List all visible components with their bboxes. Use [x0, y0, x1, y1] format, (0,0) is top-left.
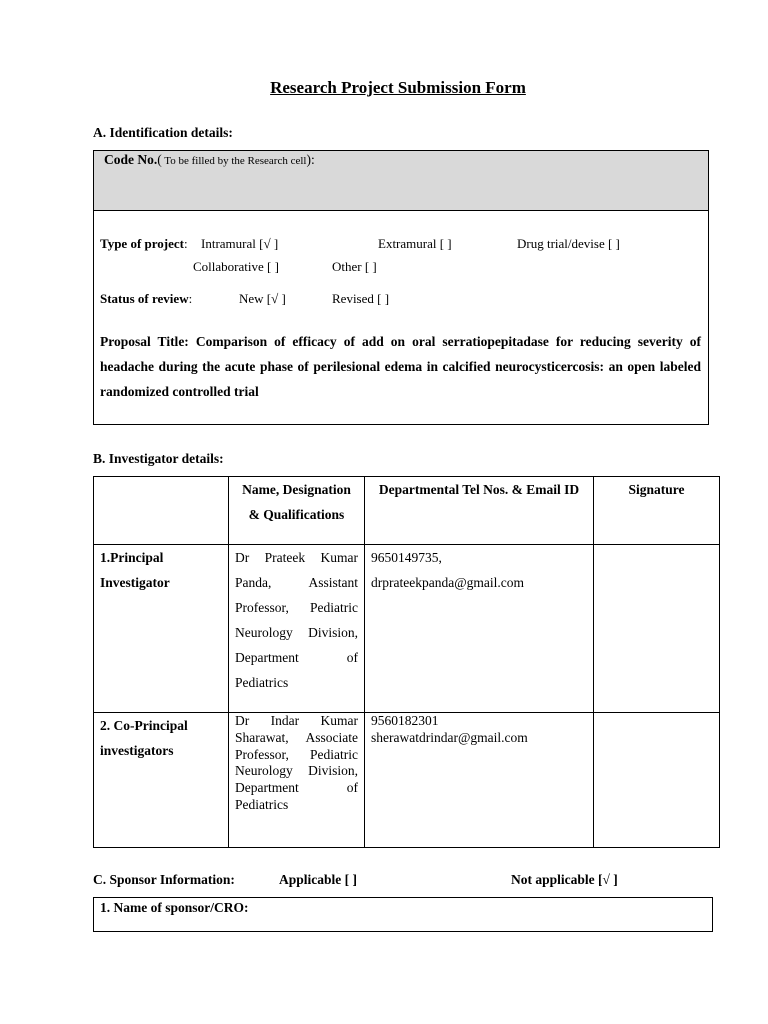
section-c-heading: C. Sponsor Information: — [93, 872, 235, 887]
row-role: 1.Principal Investigator — [94, 545, 229, 713]
row-contact — [365, 545, 594, 713]
extramural-option: Extramural [ ] — [378, 236, 452, 251]
type-of-project-colon: : — [184, 236, 188, 251]
sponsor-name-label: 1. Name of sponsor/CRO: — [100, 900, 249, 915]
code-note: To be filled by the Research cell — [161, 155, 307, 167]
table-row — [94, 545, 720, 713]
new-option: New [√ ] — [239, 291, 286, 306]
other-option: Other [ ] — [332, 259, 377, 274]
row-email: drprateekpanda@gmail.com — [371, 575, 524, 590]
sponsor-not-applicable: Not applicable [√ ] — [511, 872, 618, 887]
drug-trial-option: Drug trial/devise [ ] — [517, 236, 620, 251]
status-of-review-text: Status of review — [100, 291, 189, 306]
collaborative-option: Collaborative [ ] — [193, 259, 279, 274]
row-phone: 9560182301 — [371, 713, 439, 728]
proposal-title: Proposal Title: Comparison of efficacy of add on oral serratiopepitadase for reducing severity of headache during the acute phase of perilesional edema in calcified neurocysticercosis: an open labeled randomized controlled trial — [100, 334, 701, 399]
row-name: Dr Prateek Kumar Panda, Assistant Professor, Pediatric Neurology Division, Department of Pediatrics — [229, 545, 365, 713]
sponsor-applicable: Applicable [ ] — [279, 872, 358, 887]
row-email: sherawatdrindar@gmail.com — [371, 729, 528, 745]
row-contact — [365, 713, 594, 848]
header-tel-email: Departmental Tel Nos. & Email ID — [365, 477, 594, 545]
type-of-project-text: Type of project — [100, 236, 184, 251]
investigator-table — [93, 476, 720, 848]
header-name: Name, Designation & Qualifications — [229, 477, 365, 545]
code-paren-open: ( — [157, 152, 162, 167]
row-signature — [594, 713, 720, 848]
status-of-review-colon: : — [188, 291, 193, 306]
table-row — [94, 713, 720, 848]
section-b-heading: B. Investigator details: — [93, 451, 224, 466]
section-a-heading: A. Identification details: — [93, 125, 233, 140]
header-signature: Signature — [594, 477, 720, 545]
table-header-row — [94, 477, 720, 545]
form-title: Research Project Submission Form — [270, 78, 526, 97]
status-of-review-label — [100, 291, 192, 307]
row-role: 2. Co-Principal investigators — [94, 713, 229, 848]
row-phone: 9650149735, — [371, 550, 442, 565]
revised-option: Revised [ ] — [332, 291, 390, 306]
type-of-project-label — [100, 236, 188, 252]
row-signature — [594, 545, 720, 713]
code-label-text: Code No. — [104, 152, 158, 167]
row-name: Dr Indar Kumar Sharawat, Associate Professor, Pediatric Neurology Division, Department of Pediatrics — [229, 713, 365, 848]
code-paren-close: ): — [306, 152, 315, 167]
code-number-label — [104, 152, 315, 168]
intramural-option: Intramural [√ ] — [201, 236, 279, 251]
header-empty-cell — [94, 477, 229, 545]
